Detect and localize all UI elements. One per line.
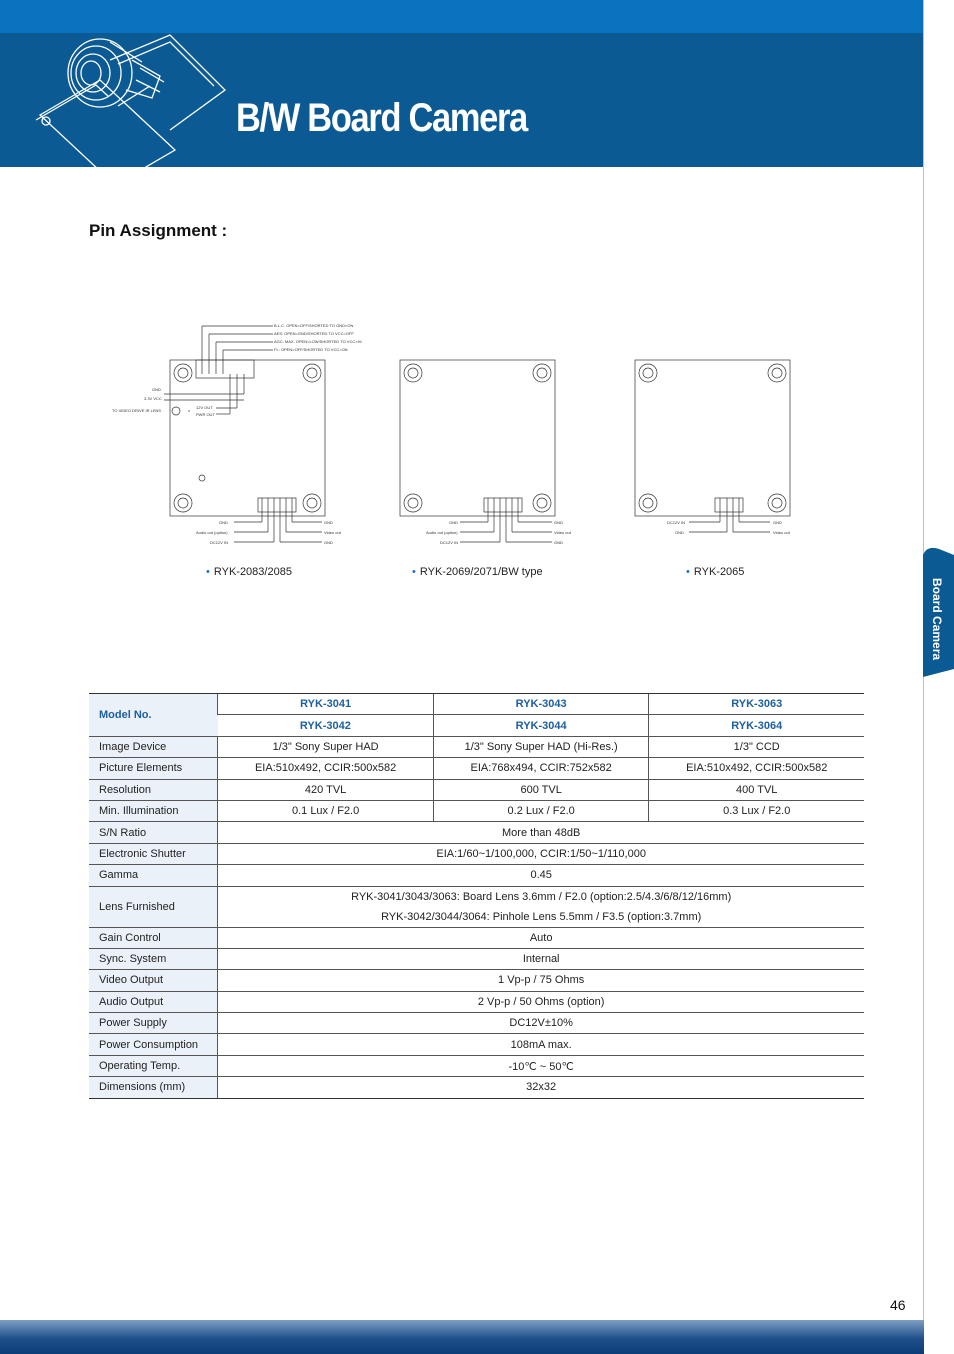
diagram1-bottom-left-2: Audio out (option) (196, 530, 228, 535)
row-value: 0.45 (218, 865, 864, 886)
diagram1-inner-label-1: 12V OUT (196, 405, 213, 410)
diagram2-bottom-right-1: GND (554, 520, 563, 525)
table-row (89, 927, 864, 948)
diagram1-bottom-left-1: GND (219, 520, 228, 525)
row-value: 0.2 Lux / F2.0 (433, 800, 649, 821)
diagram1-top-label-1: B.L.C. OPEN=OFF/SHORTED TO GND=ON (274, 323, 354, 328)
table-row (89, 886, 864, 927)
diagram3-bottom-left-2: GND (675, 530, 684, 535)
row-value: 108mA max. (218, 1034, 864, 1055)
camera-icon (0, 20, 240, 180)
row-label: Lens Furnished (89, 886, 218, 927)
row-value: -10℃ ~ 50℃ (218, 1055, 864, 1076)
diagram1-top-label-3: AGC: MAX. OPEN=LOW/SHORTED TO VCC=HI (274, 339, 362, 344)
row-value: Auto (218, 927, 864, 948)
table-row (89, 779, 864, 800)
page-number: 46 (890, 1297, 906, 1313)
table-row (89, 1034, 864, 1055)
diagram2-bottom-left-1: GND (449, 520, 458, 525)
row-label: Gamma (89, 865, 218, 886)
row-value: 1 Vp-p / 75 Ohms (218, 970, 864, 991)
row-label: Resolution (89, 779, 218, 800)
diagram2-bottom-right-3: GND (554, 540, 563, 545)
row-label: Operating Temp. (89, 1055, 218, 1076)
table-row (89, 758, 864, 779)
row-value: Internal (218, 948, 864, 969)
model-cell: RYK-3043 (433, 694, 649, 715)
diagram3-bottom-left-1: DC12V IN (667, 520, 686, 525)
diagram2-bottom-left-2: Audio out (option) (426, 530, 458, 535)
row-label: S/N Ratio (89, 822, 218, 843)
row-label: Image Device (89, 736, 218, 757)
table-row (89, 694, 864, 715)
diagram1-bottom-right-1: GND (324, 520, 333, 525)
table-row (89, 736, 864, 757)
row-value: 0.3 Lux / F2.0 (649, 800, 864, 821)
diagram1-bottom-right-3: GND (324, 540, 333, 545)
row-value: EIA:510x492, CCIR:500x582 (649, 758, 864, 779)
diagram1-top-label-4: FL: OPEN=OFF/SHORTED TO VCC=ON (274, 347, 348, 352)
diagram3-bottom-right-1: GND (773, 520, 782, 525)
pin-diagram-3 (633, 358, 823, 550)
row-label: Min. Illumination (89, 800, 218, 821)
row-label: Picture Elements (89, 758, 218, 779)
row-value: 600 TVL (433, 779, 649, 800)
table-row (89, 800, 864, 821)
diagram3-caption: • RYK-2065 (686, 566, 745, 578)
model-cell: RYK-3044 (433, 715, 649, 736)
diagram2-bottom-left-3: DC12V IN (440, 540, 459, 545)
diagram1-top-label-2: AES: OPEN=GND/SHORTED TO VCC=OFF (274, 331, 354, 336)
model-cell: RYK-3042 (218, 715, 434, 736)
row-label: Sync. System (89, 948, 218, 969)
diagram1-inner-label-2: PWR OUT (196, 412, 215, 417)
model-label: Model No. (89, 694, 218, 737)
diagram1-left-label-2: 3.3V VCC (144, 396, 162, 401)
row-value: 2 Vp-p / 50 Ohms (option) (218, 991, 864, 1012)
table-row (89, 991, 864, 1012)
diagram1-caption-text: RYK-2083/2085 (213, 566, 292, 578)
row-label: Power Supply (89, 1013, 218, 1034)
row-value: More than 48dB (218, 822, 864, 843)
table-row (89, 843, 864, 864)
diagram1-caption: • RYK-2083/2085 (206, 566, 292, 578)
spec-table (89, 693, 864, 1099)
table-row (89, 970, 864, 991)
diagram1-bottom-right-2: Video out (324, 530, 341, 535)
section-title: Pin Assignment : (89, 221, 228, 240)
row-value: 0.1 Lux / F2.0 (218, 800, 434, 821)
pin-diagram-2 (398, 358, 588, 550)
side-tab-label: Board Camera (930, 578, 944, 661)
row-value: EIA:510x492, CCIR:500x582 (218, 758, 434, 779)
model-cell: RYK-3063 (649, 694, 864, 715)
diagram1-left-label-3: TO VIDEO DRIVE IR LENS (112, 408, 162, 413)
side-divider (923, 0, 924, 1354)
diagram1-left-label-1: GND (152, 387, 161, 392)
diagram2-bottom-right-2: Video out (554, 530, 571, 535)
row-value: DC12V±10% (218, 1013, 864, 1034)
row-value: 420 TVL (218, 779, 434, 800)
lens-value (218, 886, 864, 927)
table-row (89, 865, 864, 886)
row-value: 400 TVL (649, 779, 864, 800)
pin-diagram-1 (108, 318, 368, 550)
row-value: EIA:768x494, CCIR:752x582 (433, 758, 649, 779)
diagram2-caption-text: RYK-2069/2071/BW type (419, 566, 543, 578)
row-value: 1/3" Sony Super HAD (Hi-Res.) (433, 736, 649, 757)
row-label: Gain Control (89, 927, 218, 948)
diagram2-caption: • RYK-2069/2071/BW type (412, 566, 543, 578)
row-value: 32x32 (218, 1077, 864, 1098)
row-label: Power Consumption (89, 1034, 218, 1055)
row-value: 1/3" CCD (649, 736, 864, 757)
page-title: B/W Board Camera (236, 96, 527, 140)
table-row (89, 948, 864, 969)
table-row (89, 1013, 864, 1034)
table-row (89, 822, 864, 843)
diagram1-bottom-left-3: DC12V IN (210, 540, 229, 545)
model-cell: RYK-3064 (649, 715, 864, 736)
row-value: 1/3" Sony Super HAD (218, 736, 434, 757)
footer-bar (0, 1320, 924, 1354)
lens-line-1: RYK-3041/3043/3063: Board Lens 3.6mm / F2.0 (option:2.5/4.3/6/8/12/16mm) (351, 890, 732, 903)
row-label: Video Output (89, 970, 218, 991)
diagram3-caption-text: RYK-2065 (693, 566, 745, 578)
lens-line-2: RYK-3042/3044/3064: Pinhole Lens 5.5mm / F3.5 (option:3.7mm) (381, 910, 702, 923)
row-label: Dimensions (mm) (89, 1077, 218, 1098)
table-row (89, 1055, 864, 1076)
row-label: Audio Output (89, 991, 218, 1012)
row-value: EIA:1/60~1/100,000, CCIR:1/50~1/110,000 (218, 843, 864, 864)
table-row (89, 1077, 864, 1098)
model-cell: RYK-3041 (218, 694, 434, 715)
row-label: Electronic Shutter (89, 843, 218, 864)
diagram3-bottom-right-2: Video out (773, 530, 790, 535)
